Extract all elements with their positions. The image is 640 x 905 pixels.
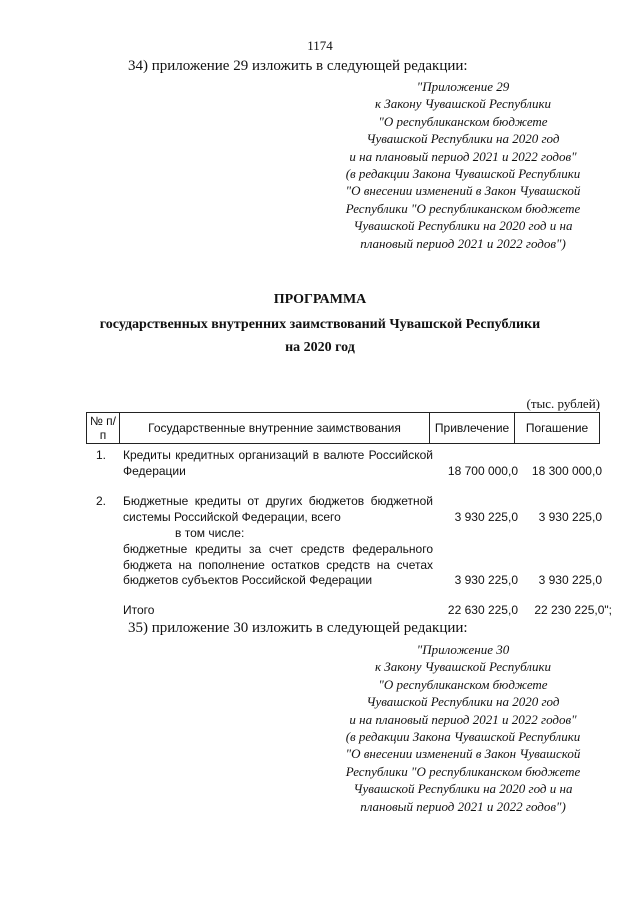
total-label: Итого bbox=[123, 603, 155, 617]
total-attract-value: 22 630 225,0 bbox=[447, 603, 518, 617]
header-repay: Погашение bbox=[515, 413, 600, 444]
in-that-number-label: в том числе: bbox=[175, 526, 245, 540]
row-name: Бюджетные кредиты от других бюджетов бюджетной системы Российской Федерации, всего bbox=[123, 494, 433, 524]
row-attract-value: 3 930 225,0 bbox=[454, 510, 518, 524]
appendix-29-block bbox=[318, 78, 608, 252]
units-label: (тыс. рублей) bbox=[526, 396, 600, 411]
row-number: 2. bbox=[95, 494, 106, 508]
header-num: № п/п bbox=[87, 413, 120, 444]
appendix-line: и на плановый период 2021 и 2022 годов" bbox=[349, 711, 577, 727]
program-year: на 2020 год bbox=[285, 340, 355, 355]
program-subtitle: государственных внутренних заимствований Чувашской Республики bbox=[99, 317, 541, 332]
appendix-line: Республики "О республиканском бюджете bbox=[345, 200, 581, 216]
appendix-line: (в редакции Закона Чувашской Республики bbox=[345, 166, 581, 182]
program-title: ПРОГРАММА bbox=[273, 292, 367, 307]
appendix-line: "О республиканском бюджете bbox=[378, 113, 548, 129]
appendix-line: Чувашской Республики на 2020 год и на bbox=[353, 781, 573, 797]
appendix-line: Чувашской Республики на 2020 год bbox=[366, 131, 560, 147]
header-attract: Привлечение bbox=[430, 413, 515, 444]
row-attract-value: 18 700 000,0 bbox=[447, 464, 518, 478]
appendix-line: к Закону Чувашской Республики bbox=[374, 659, 552, 675]
item-34-text: 34) приложение 29 изложить в следующей редакции: bbox=[128, 58, 468, 74]
appendix-line: Чувашской Республики на 2020 год bbox=[366, 694, 560, 710]
appendix-line: "О внесении изменений в Закон Чувашской bbox=[345, 746, 581, 762]
header-name: Государственные внутренние заимствования bbox=[119, 413, 429, 444]
borrowings-table-header bbox=[86, 412, 600, 444]
row-name: бюджетные кредиты за счет средств федерального бюджета на пополнение остатков средств на счетах бюджетов субъектов Российской Федерации bbox=[123, 542, 433, 587]
row-repay-value: 18 300 000,0 bbox=[531, 464, 602, 478]
appendix-line: "О внесении изменений в Закон Чувашской bbox=[345, 183, 581, 199]
row-number: 1. bbox=[95, 448, 106, 462]
appendix-line: "Приложение 30 bbox=[416, 642, 510, 657]
appendix-line: Республики "О республиканском бюджете bbox=[345, 763, 581, 779]
appendix-line: и на плановый период 2021 и 2022 годов" bbox=[349, 148, 577, 164]
row-repay-value: 3 930 225,0 bbox=[538, 510, 602, 524]
appendix-line: к Закону Чувашской Республики bbox=[374, 96, 552, 112]
row-name bbox=[123, 526, 433, 542]
appendix-line: (в редакции Закона Чувашской Республики bbox=[345, 729, 581, 745]
appendix-line: Чувашской Республики на 2020 год и на bbox=[353, 218, 573, 234]
row-attract-value: 3 930 225,0 bbox=[454, 573, 518, 587]
appendix-30-block bbox=[318, 641, 608, 815]
row-name: Кредиты кредитных организаций в валюте Российской Федерации bbox=[123, 448, 433, 478]
appendix-line: "Приложение 29 bbox=[416, 79, 510, 94]
appendix-line: плановый период 2021 и 2022 годов") bbox=[360, 798, 566, 814]
item-35-text: 35) приложение 30 изложить в следующей редакции: bbox=[128, 620, 468, 636]
appendix-line: "О республиканском бюджете bbox=[378, 676, 548, 692]
row-repay-value: 3 930 225,0 bbox=[538, 573, 602, 587]
appendix-line: плановый период 2021 и 2022 годов") bbox=[360, 235, 566, 251]
total-repay-value: 22 230 225,0"; bbox=[534, 603, 612, 617]
page-number: 1174 bbox=[307, 38, 333, 53]
